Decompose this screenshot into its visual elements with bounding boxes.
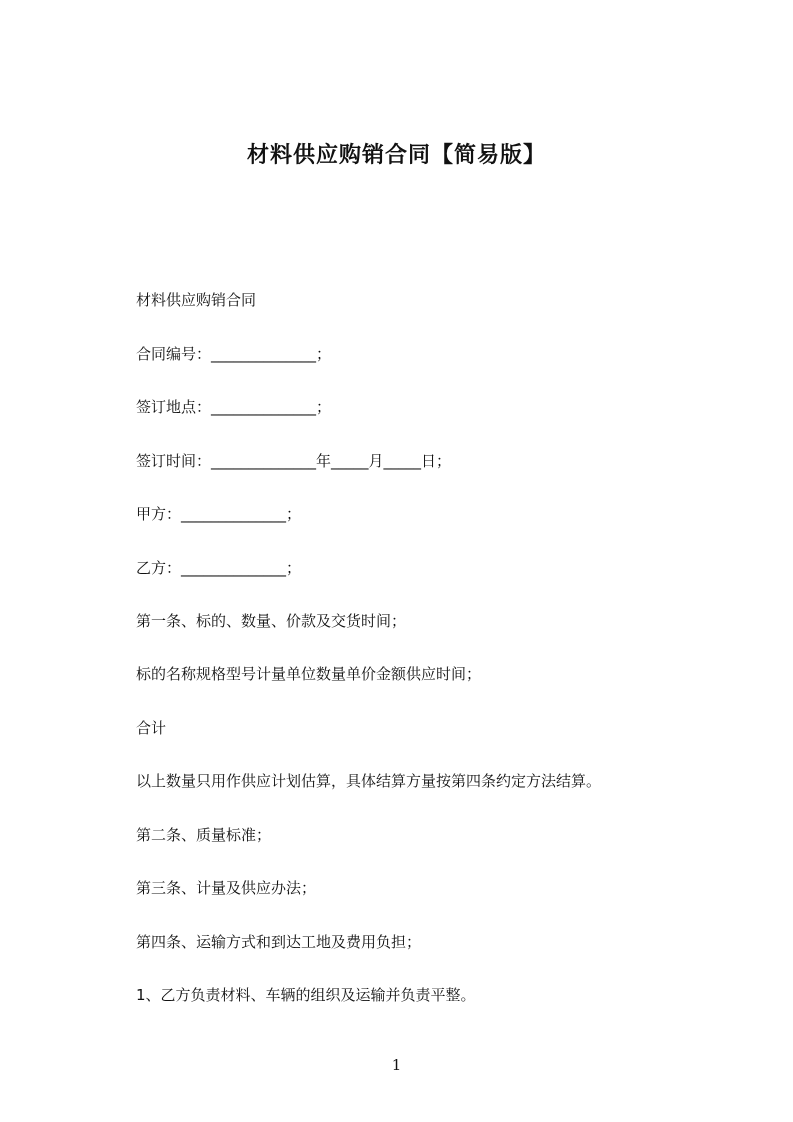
paragraph-total: 合计: [136, 719, 167, 737]
paragraph-article-1: 第一条、标的、数量、价款及交货时间；: [136, 612, 407, 630]
paragraph-contract-heading: 材料供应购销合同: [136, 291, 257, 309]
paragraph-article-4: 第四条、运输方式和到达工地及费用负担；: [136, 933, 422, 951]
paragraph-party-b: 乙方：______________；: [136, 559, 302, 577]
paragraph-signing-date: 签订时间：______________年_____月_____日；: [136, 452, 452, 470]
paragraph-contract-number: 合同编号：______________；: [136, 345, 332, 363]
paragraph-clause-1: 1、乙方负责材料、车辆的组织及运输并负责平整。: [136, 986, 476, 1004]
paragraph-article-2: 第二条、质量标准；: [136, 826, 272, 844]
paragraph-table-columns: 标的名称规格型号计量单位数量单价金额供应时间；: [136, 665, 482, 683]
paragraph-signing-place: 签订地点：______________；: [136, 398, 332, 416]
page-number: 1: [391, 1056, 402, 1074]
paragraph-estimate-note: 以上数量只用作供应计划估算，具体结算方量按第四条约定方法结算。: [136, 772, 602, 790]
document-title: 材料供应购销合同【简易版】: [246, 143, 546, 168]
paragraph-article-3: 第三条、计量及供应办法；: [136, 879, 317, 897]
paragraph-party-a: 甲方：______________；: [136, 505, 302, 523]
